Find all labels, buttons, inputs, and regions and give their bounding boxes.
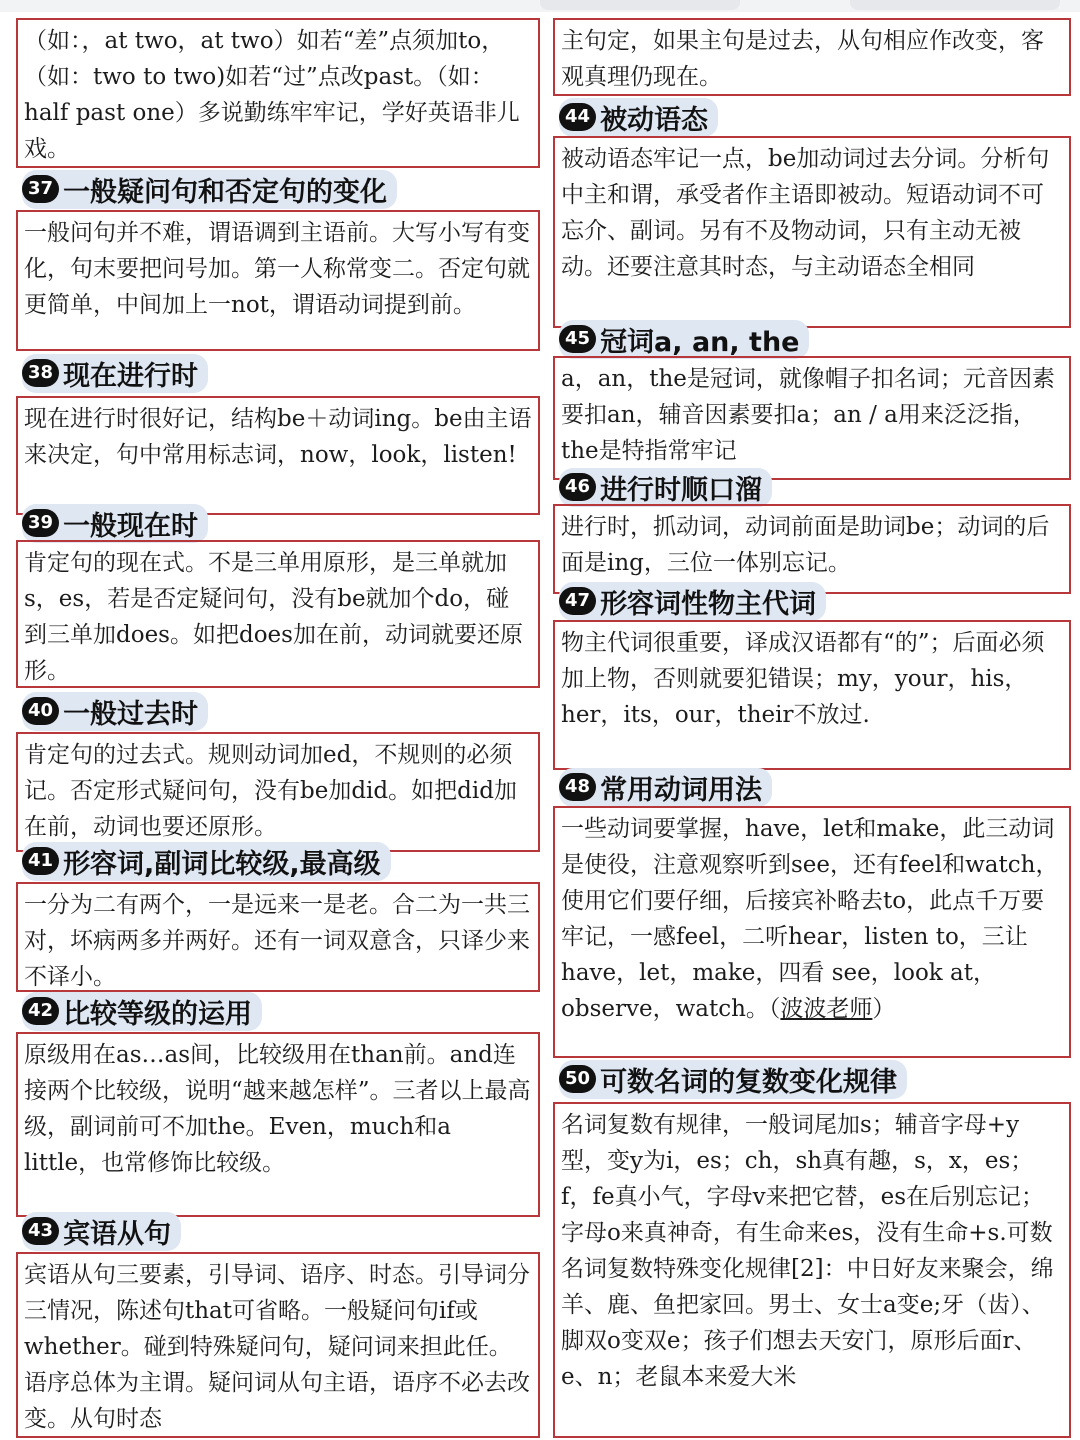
section-title: 一般疑问句和否定句的变化 [63, 176, 388, 208]
content-box [553, 18, 1071, 96]
section-number: 48 [559, 773, 596, 801]
box-text: a，an，the是冠词，就像帽子扣名词；元音因素要扣an，辅音因素要扣a；an / a用来泛泛指，the是特指常牢记 [561, 366, 1055, 464]
top-strip [0, 0, 1080, 12]
section-header [559, 584, 826, 618]
section-number: 44 [559, 103, 596, 131]
section-header [559, 470, 772, 504]
section-number: 43 [22, 1217, 59, 1245]
content-box [16, 1252, 540, 1438]
section-title: 现在进行时 [63, 360, 199, 392]
section-title: 冠词a, an, the [600, 326, 800, 358]
content-box [16, 540, 540, 688]
section-number: 47 [559, 587, 596, 615]
box-text: 一般问句并不难，谓语调到主语前。大写小写有变化，句末要把问号加。第一人称常变二。否定句就更简单，中间加上一not，谓语动词提到前。 [24, 220, 530, 318]
box-text: 一些动词要掌握，have，let和make，此三动词是使役，注意观察听到see，还有feel和watch，使用它们要仔细，后接宾补略去to，此点千万要牢记，一感feel，二听hear，listen to，三让have，let，make，四看 see，look at， observe，watch。（ [561, 816, 1059, 1022]
section-title: 一般过去时 [63, 698, 199, 730]
content-box [553, 806, 1071, 1058]
top-tab-pill [540, 0, 740, 10]
section-header [22, 356, 208, 390]
section-title: 被动语态 [600, 104, 709, 136]
box-text: 主句定，如果主句是过去，从句相应作改变，客观真理仍现在。 [561, 28, 1044, 90]
box-text: 肯定句的过去式。规则动词加ed，不规则的必须记。否定形式疑问句，没有be加did。如把did加在前，动词也要还原形。 [24, 742, 517, 840]
box-text: （如：，at two，at two）如若“差”点须加to，（如：two to two)如若“过”点改past。（如：half past one）多说勤练牢牢记，学好英语非儿戏。 [24, 28, 520, 162]
section-header [559, 1062, 907, 1096]
section-number: 45 [559, 325, 596, 353]
box-text: 进行时，抓动词，动词前面是助词be；动词的后面是ing，三位一体别忘记。 [561, 514, 1050, 576]
content-box [553, 620, 1071, 770]
box-text: 被动语态牢记一点，be加动词过去分词。分析句中主和谓，承受者作主语即被动。短语动词不可忘介、副词。另有不及物动词，只有主动无被动。还要注意其时态，与主动语态全相同 [561, 146, 1050, 280]
section-header [559, 322, 809, 356]
content-box [16, 396, 540, 515]
box-text: 宾语从句三要素，引导词、语序、时态。引导词分三情况，陈述句that可省略。一般疑问句if或whether。碰到特殊疑问句，疑问词来担此任。语序总体为主谓。疑问词从句主语，语序不必去改变。从句时态 [24, 1262, 530, 1432]
section-title: 可数名词的复数变化规律 [600, 1066, 898, 1098]
section-header [22, 694, 208, 728]
section-number: 50 [559, 1065, 596, 1093]
box-text: 物主代词很重要，译成汉语都有“的”；后面必须加上物，否则就要犯错误；my，your，his，her，its，our，their不放过. [561, 630, 1045, 728]
section-title: 比较等级的运用 [63, 998, 253, 1030]
box-text: 一分为二有两个，一是远来一是老。合二为一共三对，坏病两多并两好。还有一词双意含，只译少来不译小。 [24, 892, 530, 990]
content-box [16, 882, 540, 992]
section-header [559, 770, 772, 804]
section-header [22, 1214, 181, 1248]
section-header [22, 506, 208, 540]
content-box [16, 732, 540, 852]
section-number: 40 [22, 697, 59, 725]
content-box [553, 1102, 1071, 1438]
section-number: 37 [22, 175, 59, 203]
box-text: 现在进行时很好记，结构be＋动词ing。be由主语来决定，句中常用标志词，now，look，listen! [24, 406, 532, 468]
content-box [553, 356, 1071, 480]
section-title: 形容词性物主代词 [600, 588, 817, 620]
section-number: 41 [22, 847, 59, 875]
section-title: 宾语从句 [63, 1218, 172, 1250]
box-text: 肯定句的现在式。不是三单用原形，是三单就加s，es，若是否定疑问句，没有be就加个do，碰到三单加does。如把does加在前，动词就要还原形。 [24, 550, 523, 684]
section-title: 进行时顺口溜 [600, 474, 763, 506]
box-text: 原级用在as…as间，比较级用在than前。and连接两个比较级，说明“越来越怎样”。三者以上最高级，副词前可不加the。Even，much和a little，也常修饰比较级。 [24, 1042, 531, 1176]
content-box [16, 210, 540, 351]
section-number: 38 [22, 359, 59, 387]
content-box [553, 504, 1071, 594]
box-text-tail: ） [872, 996, 896, 1022]
box-text: 名词复数有规律，一般词尾加s；辅音字母+y型，变y为i，es；ch，sh真有趣，s，x，es；f，fe真小气，字母v来把它替，es在后别忘记；字母o来真神奇，有生命来es，没有生命+s.可数名词复数特殊变化规律[2]：中日好友来聚会，绵羊、鹿、鱼把家回。男士、女士a变e;牙（齿）、脚双o变双e；孩子们想去天安门，原形后面r、e、n；老鼠本来爱大米 [561, 1112, 1054, 1390]
content-box [553, 136, 1071, 328]
content-box [16, 18, 540, 168]
section-header [22, 844, 391, 878]
section-title: 形容词,副词比较级,最高级 [63, 848, 381, 880]
section-number: 39 [22, 509, 59, 537]
top-tab-pill [850, 0, 1060, 10]
author-link[interactable]: 波波老师 [780, 996, 873, 1022]
section-title: 一般现在时 [63, 510, 199, 542]
section-header [22, 994, 262, 1028]
section-number: 46 [559, 473, 596, 501]
section-header [559, 100, 718, 134]
section-title: 常用动词用法 [600, 774, 763, 806]
section-header [22, 172, 397, 206]
content-box [16, 1032, 540, 1217]
section-number: 42 [22, 997, 59, 1025]
